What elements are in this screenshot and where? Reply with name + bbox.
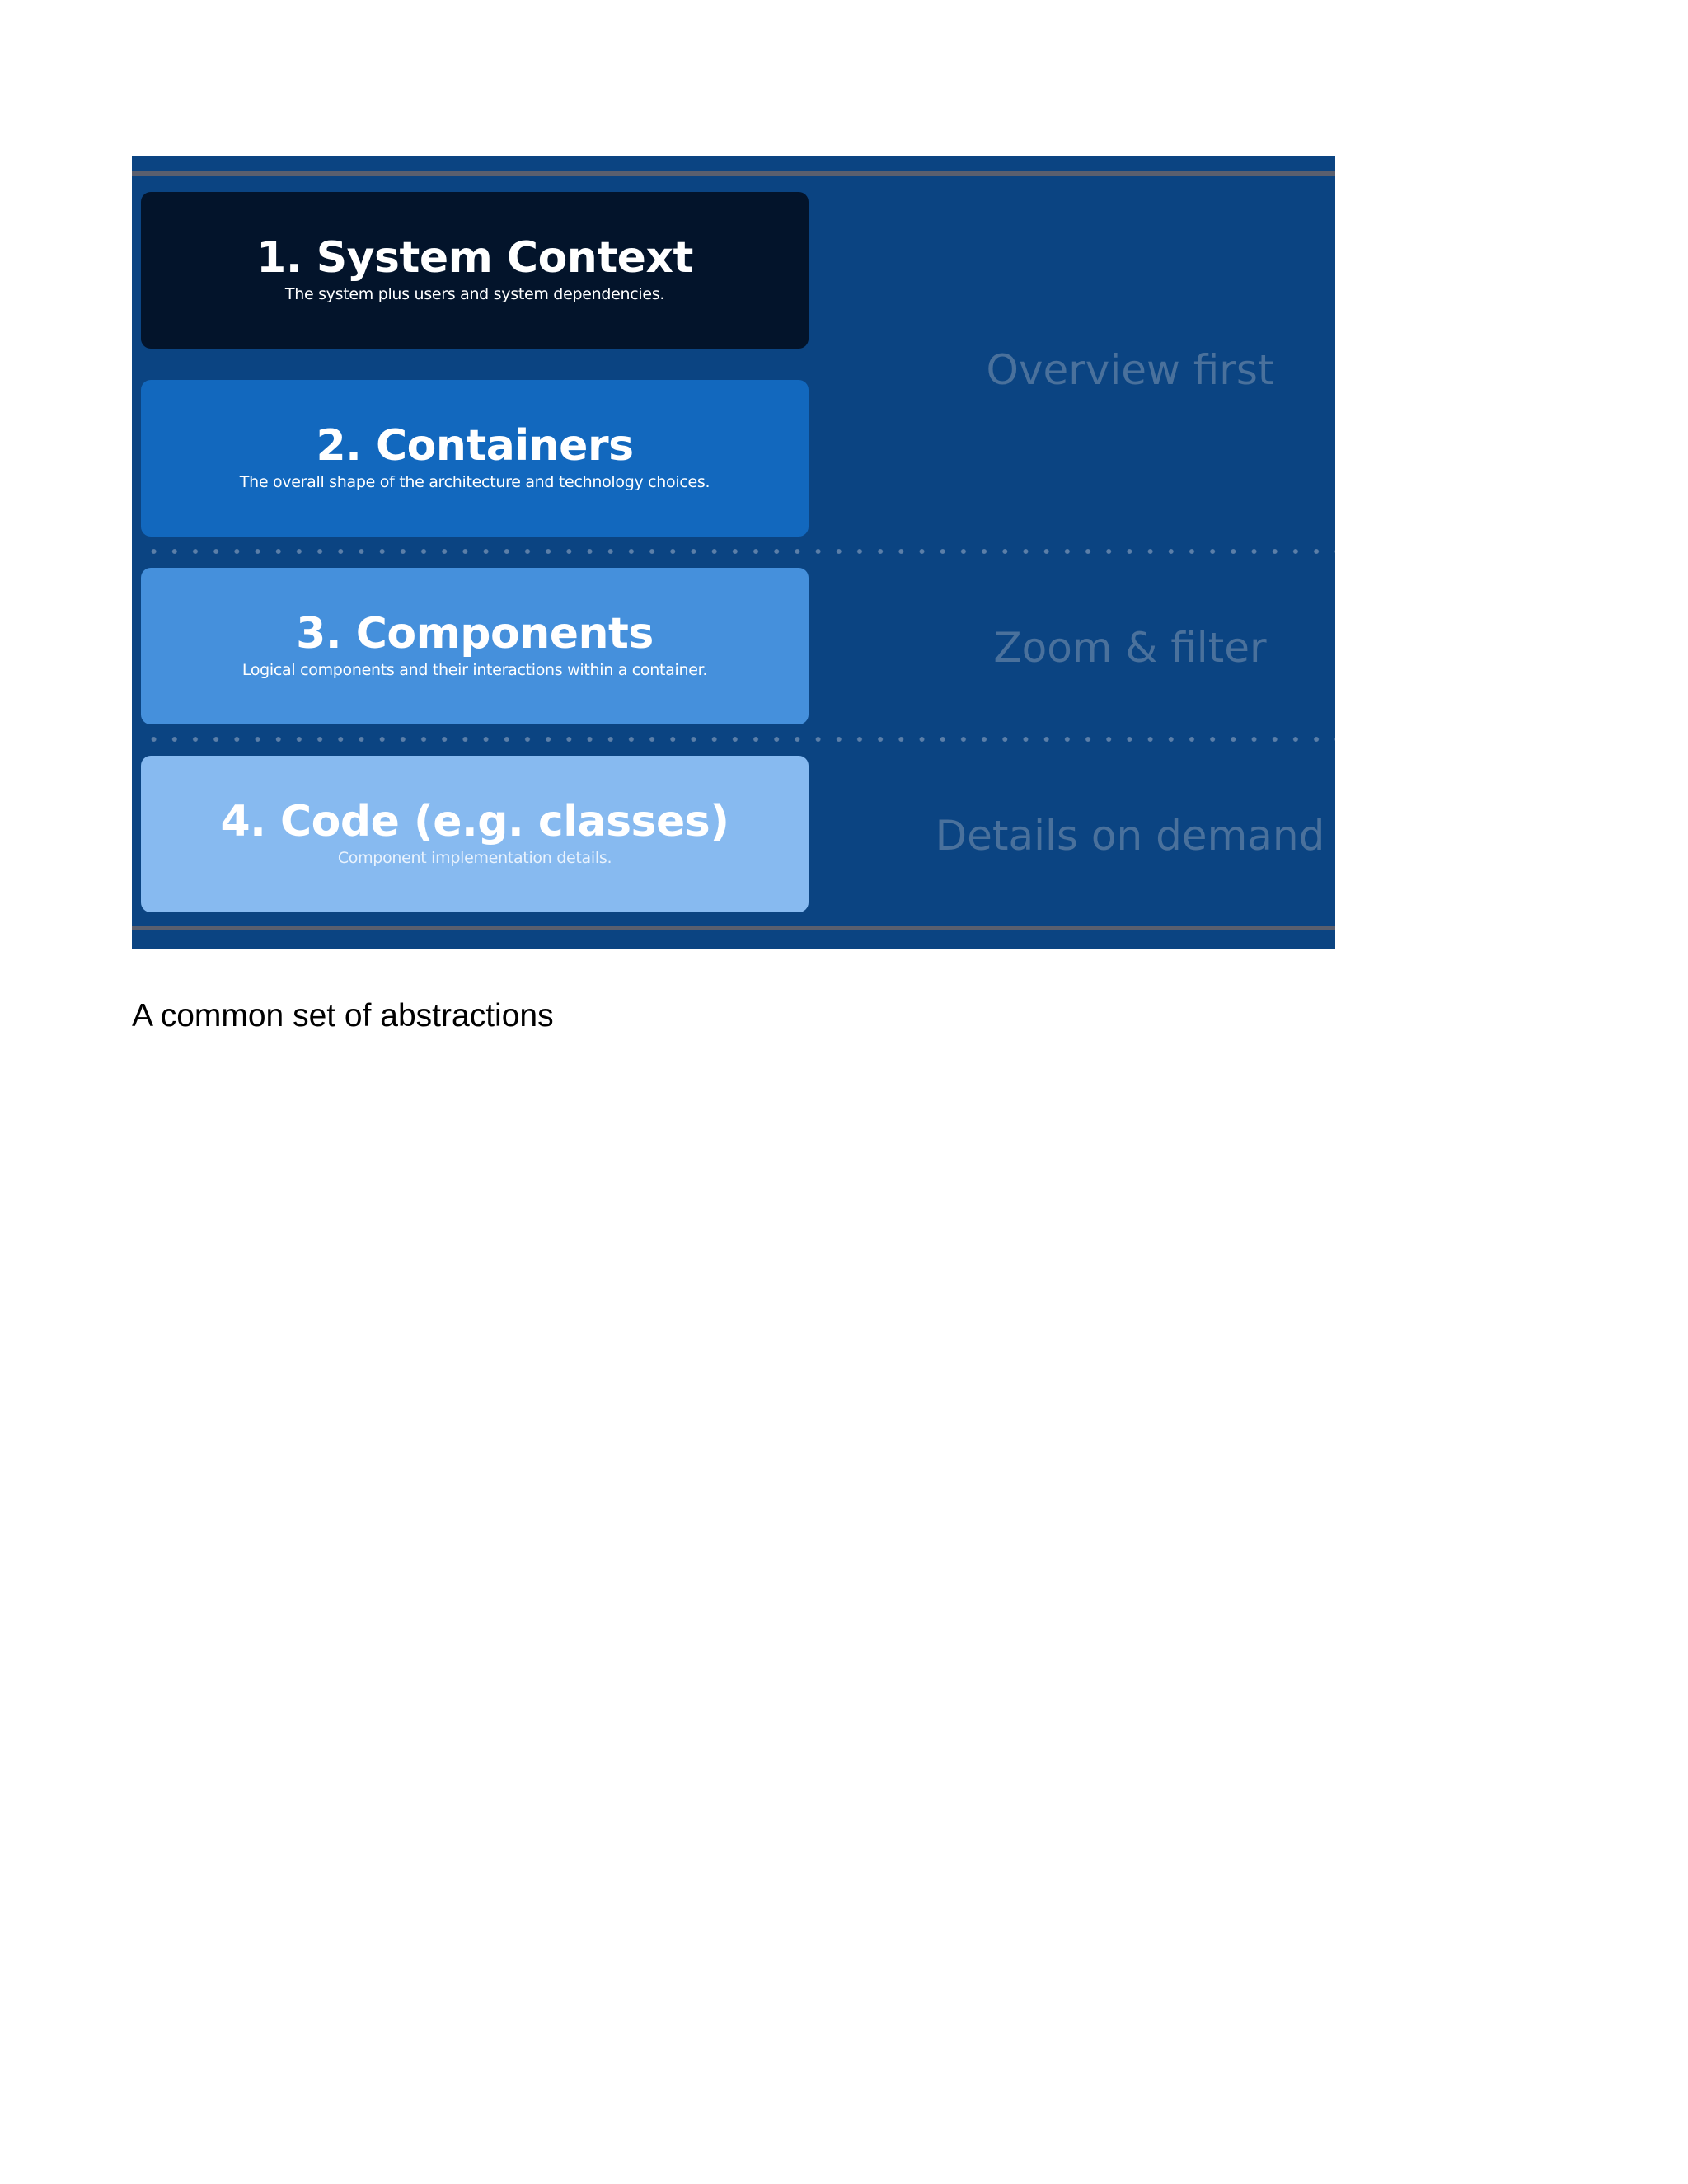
level-title: 1. System Context: [256, 233, 693, 283]
level-description: Component implementation details.: [337, 849, 612, 867]
level-description: The system plus users and system dependencies.: [284, 285, 665, 303]
c4-abstractions-figure: [132, 156, 1335, 949]
level-containers: [141, 380, 809, 537]
level-components: [141, 568, 809, 724]
bottom-divider-line: [132, 926, 1335, 930]
side-label-details: Details on demand: [935, 812, 1325, 860]
level-system-context: [141, 192, 809, 349]
figure-caption: A common set of abstractions: [132, 998, 554, 1033]
dotted-separator: [143, 548, 1335, 555]
side-label-overview: Overview first: [986, 346, 1274, 394]
top-divider-line: [132, 171, 1335, 176]
level-title: 2. Containers: [316, 421, 634, 471]
level-code: [141, 756, 809, 912]
level-title: 4. Code (e.g. classes): [220, 797, 729, 846]
level-description: Logical components and their interactions within a container.: [241, 661, 708, 679]
level-description: The overall shape of the architecture and technology choices.: [239, 473, 710, 491]
dotted-separator: [143, 736, 1335, 743]
side-label-zoom-filter: Zoom & filter: [993, 624, 1267, 672]
level-title: 3. Components: [296, 609, 654, 658]
